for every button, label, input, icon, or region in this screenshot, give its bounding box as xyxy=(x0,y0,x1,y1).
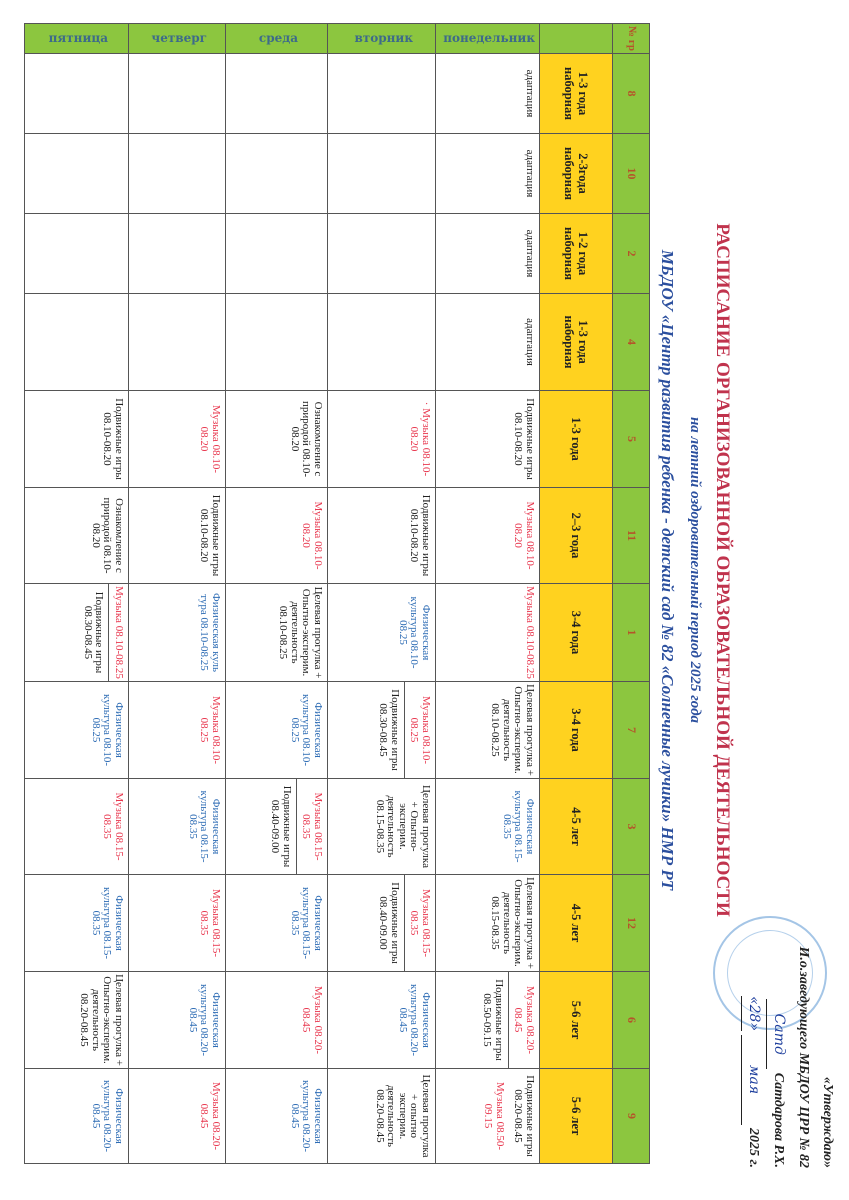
organization-name: МБДОУ «Центр развития ребенка - детский сад № 82 «Солнечные лучики» НМР РТ xyxy=(658,249,677,891)
schedule-cell xyxy=(25,875,129,972)
group-age: 3-4 года xyxy=(540,584,613,682)
activity: Целевая прогулка + Опытно-эксперим. деятельность 08.20-08.45 xyxy=(78,974,125,1066)
activity: Физическая культура 08.15-08.35 xyxy=(289,887,324,959)
schedule-cell xyxy=(328,134,436,214)
activity: адаптация xyxy=(524,318,536,366)
activity: адаптация xyxy=(524,229,536,278)
schedule-cell xyxy=(129,779,226,875)
activity: Физическая культура 08.10-08.25 xyxy=(90,694,125,766)
activity: Музыка 08.15-08.35 xyxy=(101,792,125,861)
schedule-cell xyxy=(436,875,540,972)
group-number: 9 xyxy=(613,1069,650,1164)
approval-date xyxy=(741,868,766,1168)
group-age: 1-3 года наборная xyxy=(540,294,613,391)
group-number: 8 xyxy=(613,54,650,134)
activity: Физическая культура 08.15-08.35 xyxy=(90,887,125,959)
schedule-cell xyxy=(328,294,436,391)
activity: Подвижные игры 08.30-08.45 xyxy=(374,682,405,778)
group-age: 5-6 лет xyxy=(540,1069,613,1164)
activity: адаптация xyxy=(524,149,536,198)
schedule-cell xyxy=(25,294,129,391)
activity: Музыка 08.20-08.45 xyxy=(300,986,324,1054)
schedule-cell xyxy=(129,214,226,294)
day-header xyxy=(328,24,436,54)
group-age: 4-5 лет xyxy=(540,875,613,972)
schedule-cell xyxy=(226,779,328,875)
schedule-cell xyxy=(328,488,436,584)
activity: Музыка 08.20-08.45 xyxy=(512,986,536,1054)
schedule-cell xyxy=(328,391,436,488)
schedule-cell xyxy=(226,972,328,1069)
schedule-cell xyxy=(328,584,436,682)
day-label: вторник xyxy=(353,30,413,45)
activity: Целевая прогулка + Опытно-эксперим. деятельность 08.10-08.25 xyxy=(277,586,324,679)
activity: Целевая прогулка + Опытно-эксперим. деятельность 08.15-08.35 xyxy=(374,785,432,868)
activity: Музыка 08.20-08.45 xyxy=(198,1082,222,1150)
approval-day: «28» xyxy=(741,996,766,1031)
approval-heading: «Утверждаю» xyxy=(820,1076,835,1168)
approval-month: мая xyxy=(741,1035,766,1125)
activity: Музыка 08.10-08.20 xyxy=(198,405,222,473)
schedule-cell xyxy=(25,391,129,488)
schedule-cell xyxy=(436,214,540,294)
activity: Подвижные игры 08.30-08.45 xyxy=(79,584,110,681)
schedule-cell xyxy=(129,584,226,682)
day-row xyxy=(129,24,226,1164)
activity: Подвижные игры 08.40-09.00 xyxy=(374,875,405,971)
group-number: 1 xyxy=(613,584,650,682)
activity: Музыка 08.15-08.35 xyxy=(198,889,222,957)
schedule-cell xyxy=(25,779,129,875)
schedule-cell xyxy=(129,54,226,134)
schedule-cell xyxy=(129,875,226,972)
activity: Физическая культура 08.10-08.25 xyxy=(289,694,324,766)
schedule-cell xyxy=(436,134,540,214)
schedule-cell xyxy=(226,134,328,214)
schedule-cell xyxy=(226,391,328,488)
day-header xyxy=(226,24,328,54)
activity: Музыка 08.10-08.25 xyxy=(524,586,536,679)
approval-position: И.о.заведующего МБДОУ ЦРР № 82 xyxy=(796,946,811,1168)
group-age: 3-4 года xyxy=(540,682,613,779)
activity: Подвижные игры 08.50-09.15 xyxy=(478,972,509,1068)
group-number-header: № гр xyxy=(613,24,650,54)
group-age: 1-2 года наборная xyxy=(540,214,613,294)
activity: Целевая прогулка + опытно эксперим. деятельность 08.20-08.45 xyxy=(374,1074,432,1158)
schedule-cell xyxy=(25,488,129,584)
day-label: понедельник xyxy=(443,30,536,45)
group-number: 3 xyxy=(613,779,650,875)
activity: Музыка 08.10-08.25 xyxy=(408,696,432,764)
group-number-row xyxy=(613,24,650,1164)
day-row xyxy=(25,24,129,1164)
schedule-cell xyxy=(226,1069,328,1164)
activity: Музыка 08.15-08.35 xyxy=(408,889,432,957)
activity: Музыка 08.10-08.25 xyxy=(198,696,222,764)
schedule-cell xyxy=(129,134,226,214)
day-header xyxy=(129,24,226,54)
activity: Ознакомление с природой 08.10-08.20 xyxy=(289,400,324,478)
day-row xyxy=(328,24,436,1164)
activity: Физическая культура 08.15-08.35 xyxy=(187,790,222,863)
schedule-cell xyxy=(328,214,436,294)
schedule-cell xyxy=(226,54,328,134)
day-header xyxy=(25,24,129,54)
schedule-cell xyxy=(25,54,129,134)
activity: Целевая прогулка + Опытно-эксперим. деятельность 08.15-08.35 xyxy=(489,877,536,969)
group-age-row xyxy=(540,24,613,1164)
schedule-cell xyxy=(25,134,129,214)
activity: Подвижные игры 08.10-08.20 xyxy=(512,398,536,480)
activity: Музыка 08.10-08.25 xyxy=(113,586,125,679)
day-row xyxy=(436,24,540,1164)
schedule-cell xyxy=(436,682,540,779)
schedule-cell xyxy=(25,584,129,682)
group-age: 1-3 года наборная xyxy=(540,54,613,134)
activity: адаптация xyxy=(524,69,536,118)
schedule-cell xyxy=(129,391,226,488)
schedule-cell xyxy=(25,682,129,779)
schedule-cell xyxy=(328,972,436,1069)
approval-year: 2025 г. xyxy=(746,1128,761,1168)
schedule-cell xyxy=(436,1069,540,1164)
group-number: 11 xyxy=(613,488,650,584)
group-number: 6 xyxy=(613,972,650,1069)
activity: Подвижные игры 08.20-08.45 xyxy=(512,1075,536,1157)
signature: Сатд xyxy=(766,999,791,1069)
group-number: 12 xyxy=(613,875,650,972)
activity: Музыка 08.50-09.15 xyxy=(482,1082,506,1150)
group-age-header xyxy=(540,24,613,54)
activity: Подвижные игры 08.40-09.00 xyxy=(266,779,297,874)
group-age: 4-5 лет xyxy=(540,779,613,875)
schedule-cell xyxy=(25,972,129,1069)
schedule-cell xyxy=(328,682,436,779)
schedule-cell xyxy=(328,1069,436,1164)
schedule-cell xyxy=(436,488,540,584)
schedule-cell xyxy=(436,584,540,682)
activity: Физическая культура 08.15-08.35 xyxy=(501,790,536,863)
group-age: 5-6 лет xyxy=(540,972,613,1069)
schedule-cell xyxy=(328,875,436,972)
schedule-table xyxy=(24,23,650,1164)
day-label: четверг xyxy=(150,30,207,45)
schedule-cell xyxy=(129,488,226,584)
schedule-cell xyxy=(436,294,540,391)
schedule-cell xyxy=(436,391,540,488)
group-number: 4 xyxy=(613,294,650,391)
page-title: РАСПИСАНИЕ ОРГАНИЗОВАННОЙ ОБРАЗОВАТЕЛЬНОЙ ДЕЯТЕЛЬНОСТИ xyxy=(712,223,733,917)
schedule-cell xyxy=(226,488,328,584)
activity: Музыка 08.10-08.20 xyxy=(512,501,536,570)
schedule-cell xyxy=(328,779,436,875)
activity: Ознакомление с природой 08.10-08.20 xyxy=(90,497,125,574)
schedule-cell xyxy=(25,214,129,294)
schedule-cell xyxy=(226,875,328,972)
approval-block xyxy=(741,868,839,1168)
activity: Физическая куль тура 08.10-08.25 xyxy=(198,593,222,672)
schedule-cell xyxy=(436,972,540,1069)
page-subtitle: на летний оздоровительный период 2025 года xyxy=(687,416,703,724)
day-row xyxy=(226,24,328,1164)
schedule-cell xyxy=(226,584,328,682)
group-number: 7 xyxy=(613,682,650,779)
approval-signature-line xyxy=(766,868,791,1168)
schedule-cell xyxy=(129,972,226,1069)
schedule-cell xyxy=(25,1069,129,1164)
schedule-cell xyxy=(129,294,226,391)
activity: Физическая культура 08.10-08.25 xyxy=(397,596,432,669)
activity: Физическая культура 08.20-08.45 xyxy=(397,984,432,1056)
schedule-cell xyxy=(129,682,226,779)
activity: Подвижные игры 08.10-08.20 xyxy=(198,494,222,577)
schedule-cell xyxy=(436,779,540,875)
day-label: пятница xyxy=(48,30,108,45)
activity: Музыка 08.15-08.35 xyxy=(300,792,324,861)
group-number: 10 xyxy=(613,134,650,214)
group-age: 2-3года наборная xyxy=(540,134,613,214)
schedule-cell xyxy=(328,54,436,134)
activity: Физическая культура 08.20-08.45 xyxy=(289,1080,324,1152)
activity: Музыка 08.10-08.20 xyxy=(300,501,324,570)
group-number: 5 xyxy=(613,391,650,488)
activity: Подвижные игры 08.10-08.20 xyxy=(408,494,432,577)
group-age: 1-3 года xyxy=(540,391,613,488)
activity: Физическая культура 08.20-08.45 xyxy=(187,984,222,1056)
activity: Физическая культура 08.20-08.45 xyxy=(90,1080,125,1152)
schedule-cell xyxy=(226,214,328,294)
group-age: 2–3 года xyxy=(540,488,613,584)
day-label: среда xyxy=(258,30,298,45)
schedule-cell xyxy=(436,54,540,134)
activity: Целевая прогулка + Опытно-эксперим. деятельность 08.10-08.25 xyxy=(489,684,536,776)
schedule-cell xyxy=(226,294,328,391)
activity: Подвижные игры 08.10-08.20 xyxy=(101,398,125,480)
approver-name: Сатдарова Р.Х. xyxy=(771,1072,786,1168)
activity: · Музыка 08.10-08.20 xyxy=(408,401,432,477)
day-header xyxy=(436,24,540,54)
schedule-cell xyxy=(129,1069,226,1164)
schedule-cell xyxy=(226,682,328,779)
group-number: 2 xyxy=(613,214,650,294)
